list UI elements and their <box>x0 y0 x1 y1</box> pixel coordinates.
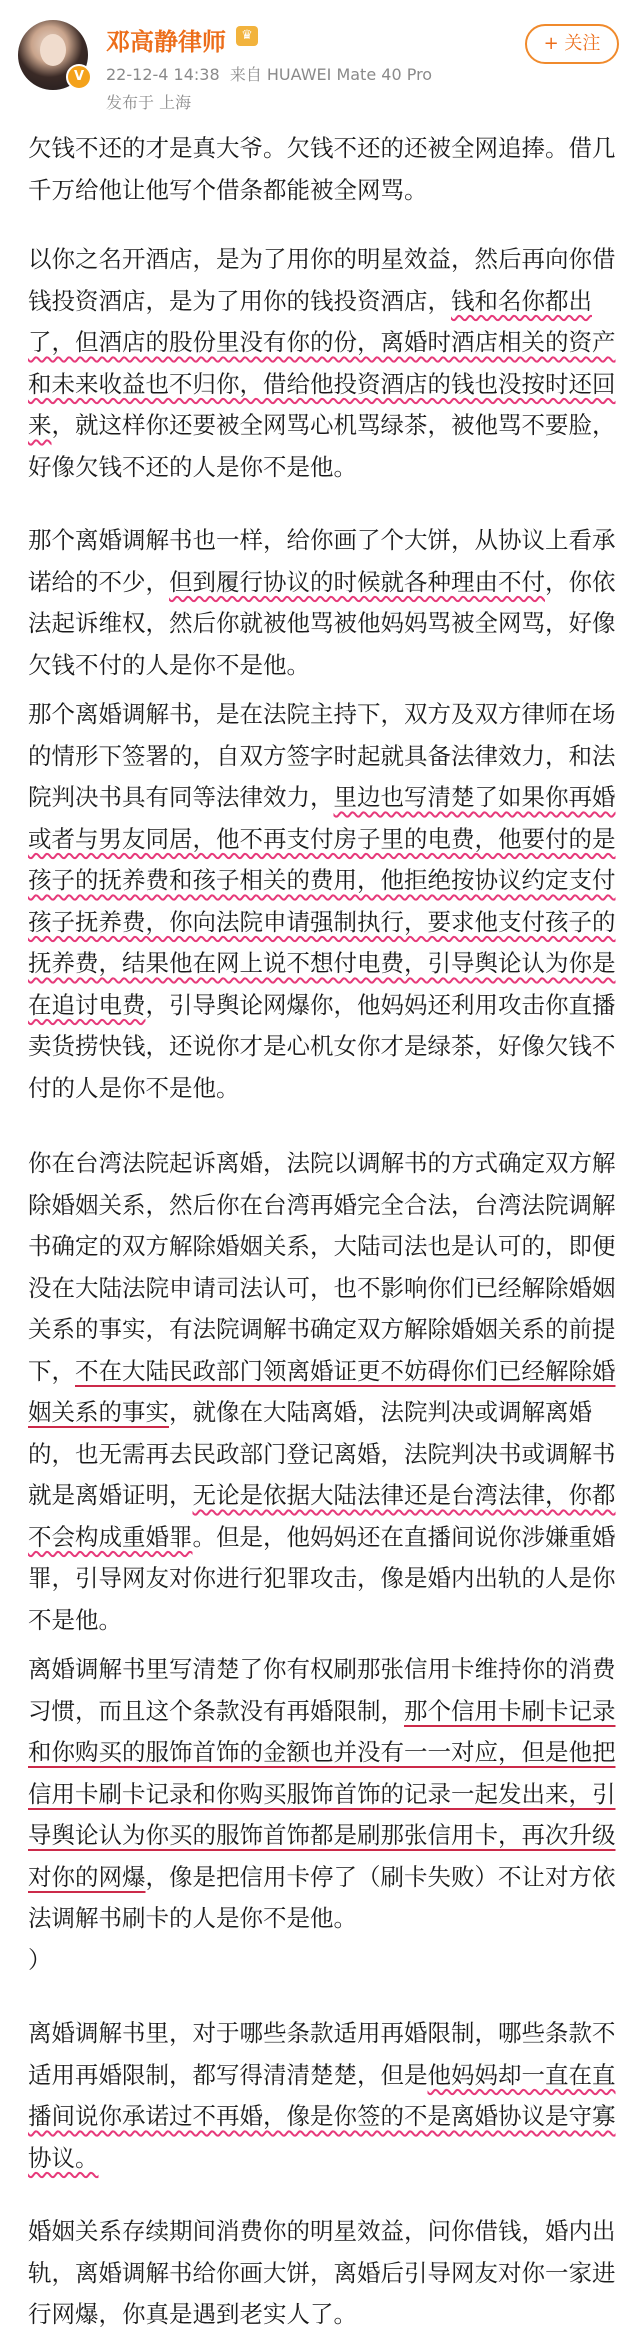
avatar-face <box>40 34 66 66</box>
paragraph-7: 离婚调解书里，对于哪些条款适用再婚限制，哪些条款不适用再婚限制，都写得清清楚楚，但是他妈妈却一直在直播间说你承诺过不再婚，像是你签的不是离婚协议是守寡协议。 <box>28 2019 616 2172</box>
post-header <box>0 0 640 120</box>
paragraph-6: 离婚调解书里写清楚了你有权刷那张信用卡维持你的消费习惯，而且这个条款没有再婚限制，那个信用卡刷卡记录和你购买的服饰首饰的金额也并没有一一对应，但是他把信用卡刷卡记录和你购买服饰首饰的记录一起发出来，引导舆论认为你买的服饰首饰都是刷那张信用卡，再次升级对你的网爆，像是把信用卡停了（刷卡失败）不让对方依法调解书刷卡的人是你不是他。 <box>28 1655 616 1932</box>
paragraph-1: 欠钱不还的才是真大爷。欠钱不还的还被全网追捧。借几千万给他让他写个借条都能被全网骂。 <box>28 134 616 204</box>
post-timestamp: 22-12-4 14:38 <box>106 65 220 84</box>
post-meta <box>106 62 432 85</box>
vip-crown-icon: ♛ <box>236 26 258 46</box>
post-source: 来自 HUAWEI Mate 40 Pro <box>229 65 433 84</box>
post-location: 发布于 上海 <box>106 93 192 112</box>
paragraph-3: 那个离婚调解书也一样，给你画了个大饼，从协议上看承诺给的不少，但到履行协议的时候就各种理由不付，你依法起诉维权，然后你就被他骂被他妈妈骂被全网骂，好像欠钱不付的人是你不是他。 <box>28 526 616 679</box>
paragraph-4: 那个离婚调解书，是在法院主持下，双方及双方律师在场的情形下签署的，自双方签字时起就具备法律效力，和法院判决书具有同等法律效力，里边也写清楚了如果你再婚或者与男友同居，他不再支付房子里的电费，他要付的是孩子的抚养费和孩子相关的费用，他拒绝按协议约定支付孩子抚养费，你向法院申请强制执行，要求他支付孩子的抚养费，结果他在网上说不想付电费，引导舆论认为你是在追讨电费，引导舆论网爆你，他妈妈还利用攻击你直播卖货捞快钱，还说你才是心机女你才是绿茶，好像欠钱不付的人是你不是他。 <box>28 700 616 1102</box>
verified-badge-icon: V <box>66 64 92 90</box>
post-body <box>28 128 618 2336</box>
follow-button[interactable]: + 关注 <box>525 24 619 64</box>
paragraph-5: 你在台湾法院起诉离婚，法院以调解书的方式确定双方解除婚姻关系，然后你在台湾再婚完全合法，台湾法院调解书确定的双方解除婚姻关系，大陆司法也是认可的，即便没在大陆法院申请司法认可，也不影响你们已经解除婚姻关系的事实，有法院调解书确定双方解除婚姻关系的前提下，不在大陆民政部门领离婚证更不妨碍你们已经解除婚姻关系的事实，就像在大陆离婚，法院判决或调解离婚的，也无需再去民政部门登记离婚，法院判决书或调解书就是离婚证明，无论是依据大陆法律还是台湾法律，你都不会构成重婚罪。但是，他妈妈还在直播间说你涉嫌重婚罪，引导网友对你进行犯罪攻击，像是婚内出轨的人是你不是他。 <box>28 1149 616 1634</box>
paragraph-8: 婚姻关系存续期间消费你的明星效益，问你借钱，婚内出轨，离婚调解书给你画大饼，离婚后引导网友对你一家进行网爆，你真是遇到老实人了。 <box>28 2217 616 2328</box>
paragraph-2: 以你之名开酒店，是为了用你的明星效益，然后再向你借钱投资酒店，是为了用你的钱投资酒店，钱和名你都出了，但酒店的股份里没有你的份，离婚时酒店相关的资产和未来收益也不归你，借给他投资酒店的钱也没按时还回来，就这样你还要被全网骂心机骂绿茶，被他骂不要脸，好像欠钱不还的人是你不是他。 <box>28 245 616 481</box>
username[interactable]: 邓高静律师 <box>106 28 226 56</box>
paragraph-6-closing: ） <box>28 1945 52 1974</box>
